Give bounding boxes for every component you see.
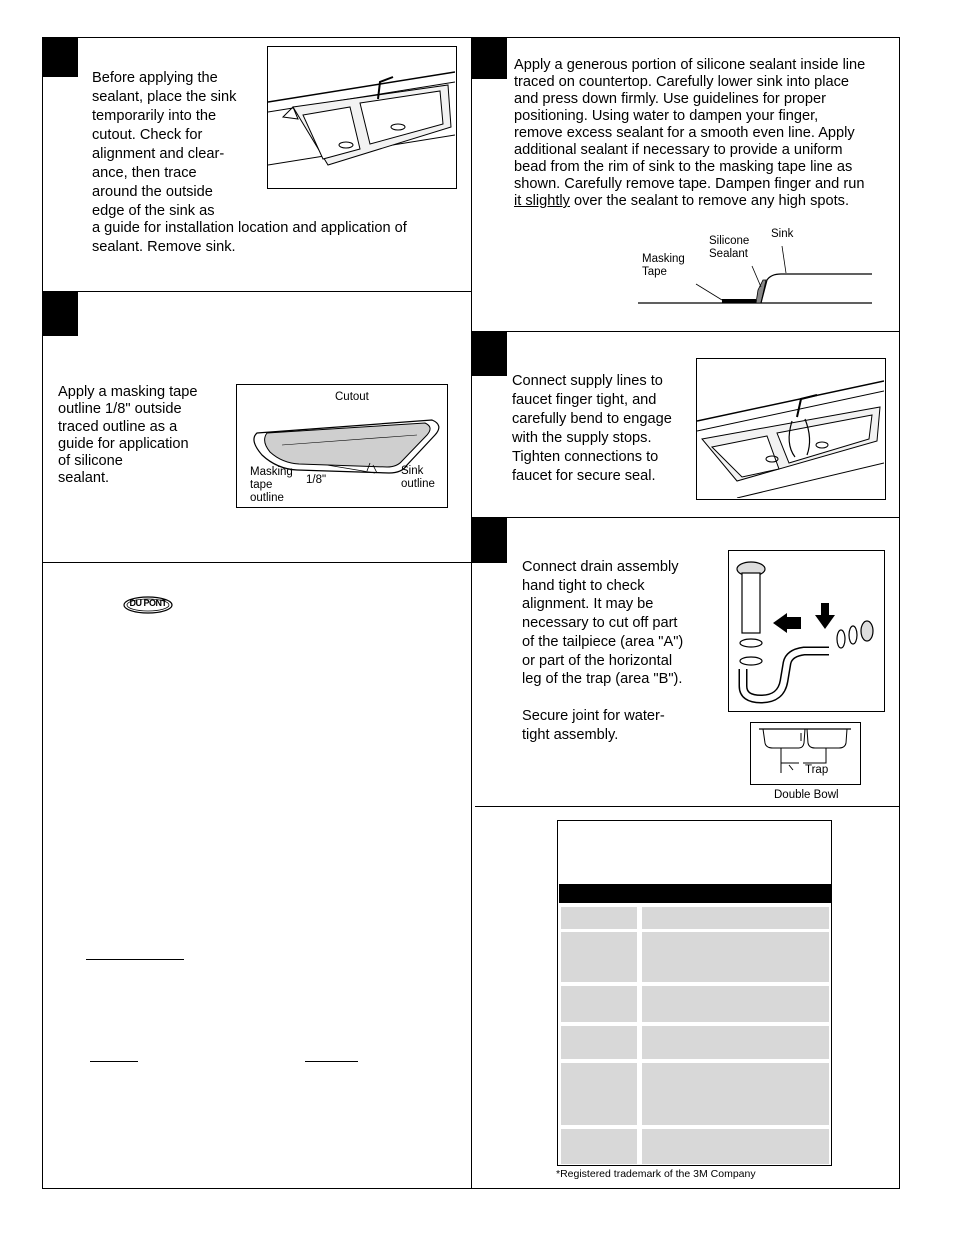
double-bowl-caption: Double Bowl bbox=[774, 789, 839, 801]
sink-trace-instructions: Before applying the sealant, place the sink temporarily into the cutout. Check for alignment and clear- ance, then trace around the outside edge of the sink as bbox=[92, 70, 237, 219]
drain-instructions: Connect drain assembly hand tight to check alignment. It may be necessary to cut off part of the tailpiece (area "A") or part of the horizontal leg of the trap (area "B"). bbox=[522, 559, 684, 688]
sealant-text-end: over the sealant to remove any high spots. bbox=[569, 193, 850, 209]
faucet-supply-drawing bbox=[697, 359, 884, 498]
table-row bbox=[561, 1129, 829, 1164]
drain-assembly-illustration bbox=[728, 550, 885, 712]
divider-right-2 bbox=[471, 517, 900, 518]
dupont-logo bbox=[123, 596, 173, 614]
step-marker-4 bbox=[472, 332, 507, 376]
dupont-logo-text: DU PONT bbox=[129, 598, 167, 608]
divider-right-1 bbox=[471, 331, 900, 332]
table-row bbox=[561, 1026, 829, 1059]
table-header-bar bbox=[559, 884, 831, 903]
sealant-text-main: Apply a generous portion of silicone sealant inside line traced on countertop. Carefully lower sink into place and press down firmly. Use guidelines for proper positioning. Using water to dampen your finger, remove excess sealant for a smooth even line. Apply additional sealant if necessary to provide a uniform bead from the rim of sink to the masking tape line as shown. Carefully remove tape. Dampen finger and run bbox=[514, 57, 866, 192]
underline-rule-2 bbox=[90, 1061, 138, 1062]
table-row bbox=[561, 986, 829, 1022]
supply-illustration bbox=[696, 358, 886, 500]
step-marker-5 bbox=[472, 518, 507, 563]
sink-trace-instructions-cont: a guide for installation location and application of sealant. Remove sink. bbox=[92, 220, 407, 255]
label-sink-outline: Sink outline bbox=[401, 465, 435, 490]
label-silicone-sealant: Silicone Sealant bbox=[709, 235, 750, 260]
divider-left-2 bbox=[42, 562, 471, 563]
underline-rule-1 bbox=[86, 959, 184, 960]
divider-left-1 bbox=[42, 291, 471, 292]
column-divider bbox=[471, 37, 472, 1189]
label-sink: Sink bbox=[771, 228, 794, 240]
step-marker-2 bbox=[43, 292, 78, 336]
drain-secure-instructions: Secure joint for water- tight assembly. bbox=[522, 708, 665, 743]
table-row bbox=[561, 1063, 829, 1125]
divider-right-3 bbox=[475, 806, 900, 807]
drain-trap-drawing bbox=[729, 551, 883, 710]
sealant-text-underlined: it slightly bbox=[514, 193, 570, 209]
table-column-divider bbox=[637, 907, 642, 1164]
label-cutout: Cutout bbox=[335, 391, 369, 403]
sink-countertop-drawing bbox=[268, 47, 455, 187]
underline-rule-3 bbox=[305, 1061, 358, 1062]
step-marker-3 bbox=[472, 38, 507, 79]
footnote: *Registered trademark of the 3M Company bbox=[556, 1168, 756, 1180]
table-row bbox=[561, 932, 829, 982]
sealant-instructions bbox=[514, 57, 894, 210]
label-gap: 1/8" bbox=[306, 474, 327, 486]
label-masking-tape-outline: Masking tape outline bbox=[250, 466, 293, 504]
label-masking-tape: Masking Tape bbox=[642, 253, 685, 278]
table-row bbox=[561, 907, 829, 929]
masking-instructions: Apply a masking tape outline 1/8" outside traced outline as a guide for application of silicone sealant. bbox=[58, 384, 198, 487]
supply-instructions: Connect supply lines to faucet finger tight, and carefully bend to engage with the supply stops. Tighten connections to faucet for secure seal. bbox=[512, 373, 672, 484]
sink-trace-illustration bbox=[267, 46, 457, 189]
label-trap: Trap bbox=[805, 764, 829, 776]
step-marker-1 bbox=[43, 38, 78, 77]
